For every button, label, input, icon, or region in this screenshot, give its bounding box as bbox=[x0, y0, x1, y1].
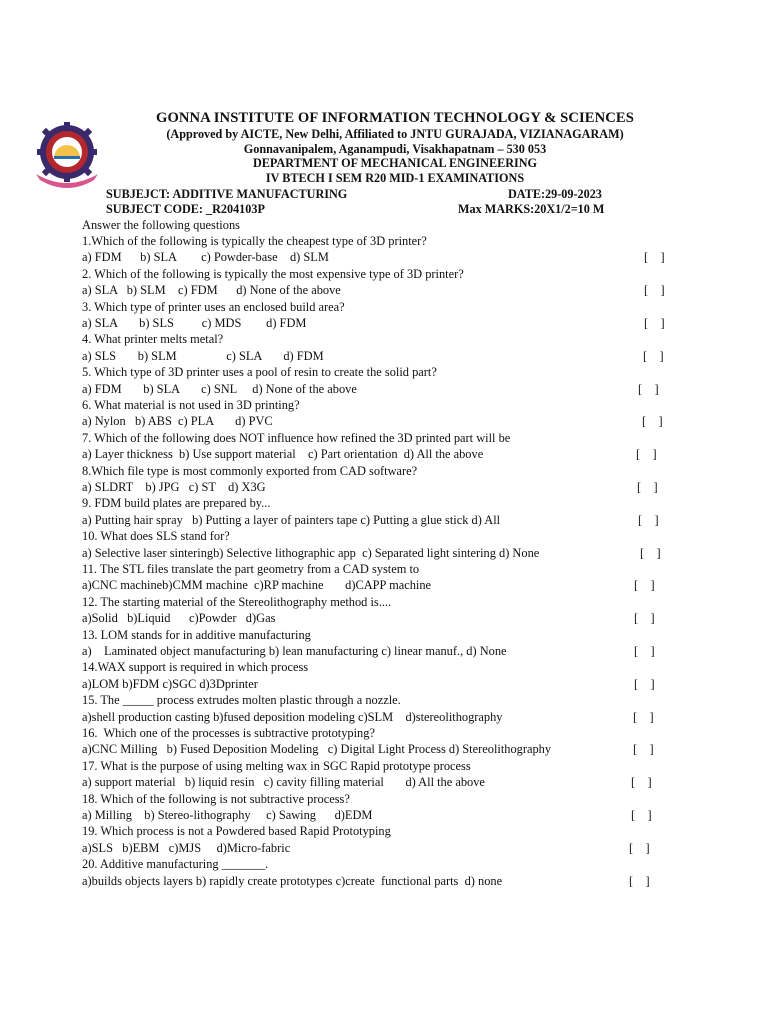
question-options: a)builds objects layers b) rapidly create prototypes c)create functional parts d) none bbox=[82, 873, 503, 888]
question-text: 12. The starting material of the Stereolithography method is.... bbox=[82, 594, 392, 609]
subject-name: SUBJEJCT: ADDITIVE MANUFACTURING bbox=[106, 187, 348, 201]
answer-bracket[interactable]: [ ] bbox=[636, 447, 657, 462]
answer-bracket[interactable]: [ ] bbox=[642, 414, 663, 429]
answer-bracket[interactable]: [ ] bbox=[634, 644, 655, 658]
question-options: a) Putting hair spray b) Putting a layer of painters tape c) Putting a glue stick d) All bbox=[82, 512, 501, 527]
exam-header bbox=[100, 110, 690, 185]
question-text: 2. Which of the following is typically the most expensive type of 3D printer? bbox=[82, 266, 464, 281]
answer-bracket[interactable]: [ ] bbox=[644, 250, 665, 265]
question-options: a)SLS b)EBM c)MJS d)Micro-fabric bbox=[82, 840, 291, 855]
question-options: a)CNC machineb)CMM machine c)RP machine d)CAPP machine bbox=[82, 578, 432, 593]
answer-bracket[interactable]: [ ] bbox=[629, 873, 650, 888]
question-text: 9. FDM build plates are prepared by... bbox=[82, 496, 271, 511]
institute-name: GONNA INSTITUTE OF INFORMATION TECHNOLOGY & SCIENCES bbox=[156, 110, 634, 126]
question-text: 17. What is the purpose of using melting wax in SGC Rapid prototype process bbox=[82, 758, 471, 773]
question-options: a) Selective laser sinteringb) Selective lithographic app c) Separated light sintering d) None bbox=[82, 545, 540, 560]
question-options: a)CNC Milling b) Fused Deposition Modeling c) Digital Light Process d) Stereolithography bbox=[82, 742, 552, 757]
question-text: 18. Which of the following is not subtractive process? bbox=[82, 791, 350, 806]
answer-bracket[interactable]: [ ] bbox=[638, 381, 659, 396]
answer-bracket[interactable]: [ ] bbox=[633, 742, 654, 757]
question-options: a) support material b) liquid resin c) cavity filling material d) All the above bbox=[82, 775, 485, 790]
question-options: a) SLDRT b) JPG c) ST d) X3G bbox=[82, 480, 266, 494]
question-options: a) Nylon b) ABS c) PLA d) PVC bbox=[82, 414, 273, 429]
question-text: 8.Which file type is most commonly exported from CAD software? bbox=[82, 463, 418, 478]
answer-bracket[interactable]: [ ] bbox=[634, 676, 655, 691]
question-text: 13. LOM stands for in additive manufacturing bbox=[82, 627, 311, 642]
address-line: Gonnavanipalem, Aganampudi, Visakhapatnam – 530 053 bbox=[243, 141, 547, 156]
question-text: 16. Which one of the processes is subtractive prototyping? bbox=[82, 726, 375, 740]
question-options: a) Layer thickness b) Use support material c) Part orientation d) All the above bbox=[82, 447, 484, 462]
question-text: 19. Which process is not a Powdered based Rapid Prototyping bbox=[82, 824, 391, 839]
answer-bracket[interactable]: [ ] bbox=[629, 840, 650, 855]
answer-bracket[interactable]: [ ] bbox=[644, 316, 665, 330]
question-options: a) Laminated object manufacturing b) lean manufacturing c) linear manuf., d) None bbox=[82, 644, 507, 658]
question-text: 10. What does SLS stand for? bbox=[82, 529, 230, 544]
answer-bracket[interactable]: [ ] bbox=[640, 545, 661, 560]
answer-bracket[interactable]: [ ] bbox=[634, 578, 655, 593]
answer-bracket[interactable]: [ ] bbox=[633, 709, 654, 724]
question-text: 11. The STL files translate the part geometry from a CAD system to bbox=[82, 562, 420, 576]
department-line: DEPARTMENT OF MECHANICAL ENGINEERING bbox=[252, 156, 538, 171]
question-options: a) SLA b) SLM c) FDM d) None of the above bbox=[82, 283, 341, 298]
answer-bracket[interactable]: [ ] bbox=[637, 480, 658, 494]
answer-bracket[interactable]: [ ] bbox=[634, 611, 655, 626]
exam-line: IV BTECH I SEM R20 MID-1 EXAMINATIONS bbox=[265, 170, 525, 185]
question-options: a)LOM b)FDM c)SGC d)3Dprinter bbox=[82, 676, 258, 691]
answer-bracket[interactable]: [ ] bbox=[631, 775, 652, 790]
question-text: 7. Which of the following does NOT influence how refined the 3D printed part will be bbox=[82, 430, 511, 445]
approval-line: (Approved by AICTE, New Delhi, Affiliated to JNTU GURAJADA, VIZIANAGARAM) bbox=[166, 127, 624, 141]
question-options: a) SLA b) SLS c) MDS d) FDM bbox=[82, 316, 307, 330]
question-options: a) SLS b) SLM c) SLA d) FDM bbox=[82, 348, 324, 363]
answer-bracket[interactable]: [ ] bbox=[644, 283, 665, 298]
question-text: 6. What material is not used in 3D printing? bbox=[82, 398, 300, 412]
question-options: a) FDM b) SLA c) Powder-base d) SLM bbox=[82, 250, 329, 265]
question-options: a)shell production casting b)fused deposition modeling c)SLM d)stereolithography bbox=[82, 709, 503, 724]
question-options: a) Milling b) Stereo-lithography c) Sawing d)EDM bbox=[82, 808, 373, 822]
answer-bracket[interactable]: [ ] bbox=[638, 512, 659, 527]
subject-code: SUBJECT CODE: _R204103P bbox=[106, 202, 265, 216]
question-text: 5. Which type of 3D printer uses a pool of resin to create the solid part? bbox=[82, 365, 437, 380]
question-text: 3. Which type of printer uses an enclosed build area? bbox=[82, 299, 345, 314]
max-marks: Max MARKS:20X1/2=10 M bbox=[458, 202, 605, 216]
answer-bracket[interactable]: [ ] bbox=[631, 808, 652, 822]
question-text: 1.Which of the following is typically the cheapest type of 3D printer? bbox=[82, 234, 427, 248]
question-text: 14.WAX support is required in which process bbox=[82, 660, 309, 675]
college-emblem-icon bbox=[32, 122, 102, 190]
answer-bracket[interactable]: [ ] bbox=[643, 348, 664, 363]
question-text: 4. What printer melts metal? bbox=[82, 332, 224, 347]
question-text: 20. Additive manufacturing _______. bbox=[82, 857, 269, 872]
instruction: Answer the following questions bbox=[82, 218, 240, 232]
question-options: a)Solid b)Liquid c)Powder d)Gas bbox=[82, 611, 276, 626]
question-text: 15. The _____ process extrudes molten plastic through a nozzle. bbox=[82, 693, 401, 708]
question-options: a) FDM b) SLA c) SNL d) None of the above bbox=[82, 381, 357, 396]
exam-date: DATE:29-09-2023 bbox=[508, 187, 602, 201]
